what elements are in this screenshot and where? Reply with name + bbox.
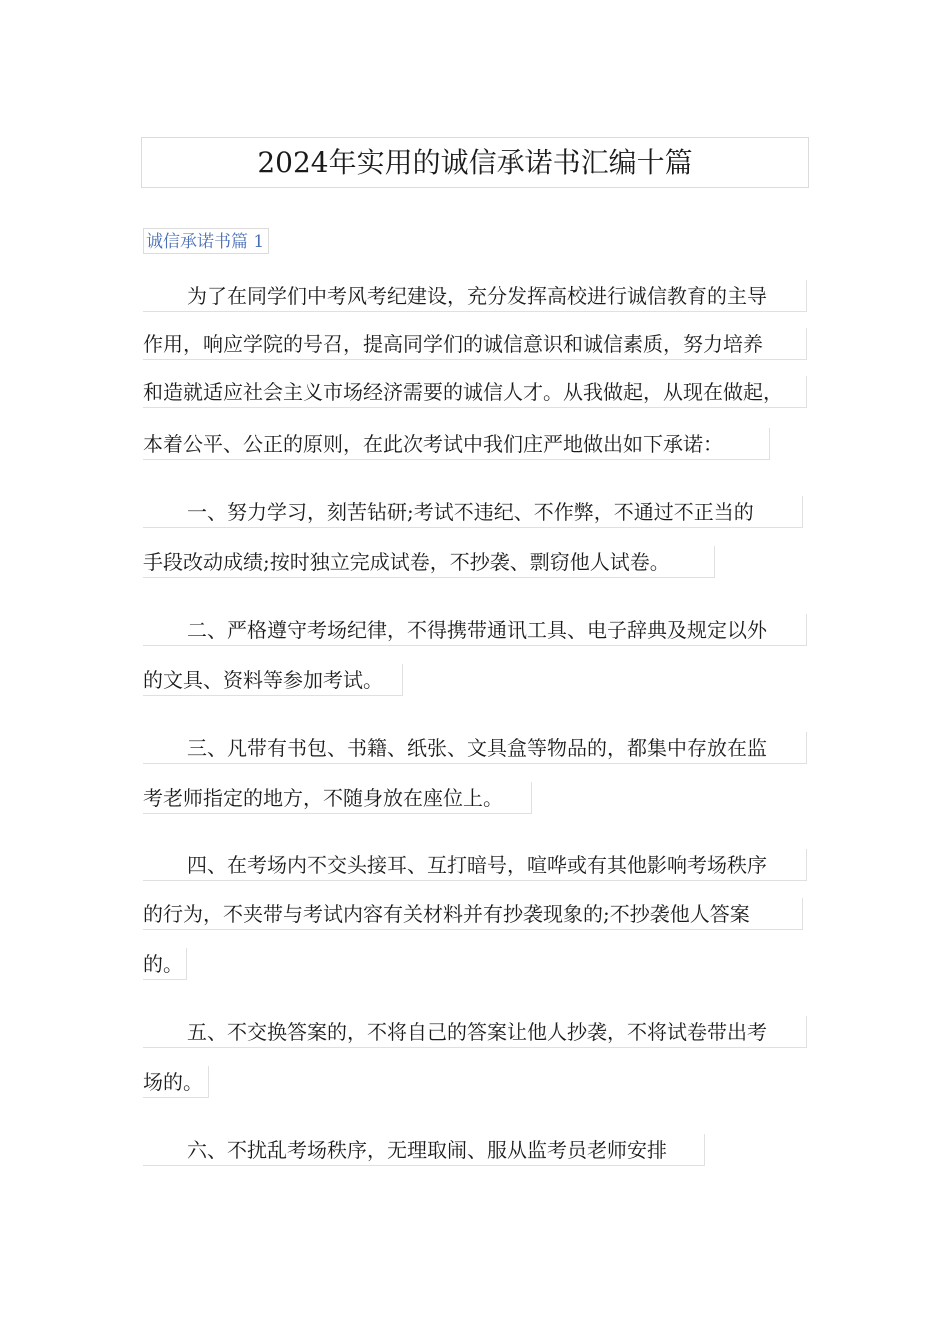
paragraph-line: 五、不交换答案的，不将自己的答案让他人抄袭，不将试卷带出考: [143, 1016, 807, 1048]
paragraph-line: 手段改动成绩;按时独立完成试卷，不抄袭、剽窃他人试卷。: [143, 546, 715, 578]
section-heading: 诚信承诺书篇 1: [143, 228, 269, 254]
paragraph-line: 本着公平、公正的原则，在此次考试中我们庄严地做出如下承诺：: [143, 428, 770, 460]
paragraph-line: 的。: [143, 948, 187, 980]
paragraph-line: 的行为，不夹带与考试内容有关材料并有抄袭现象的;不抄袭他人答案: [143, 898, 803, 930]
paragraph-line: 为了在同学们中考风考纪建设，充分发挥高校进行诚信教育的主导: [143, 280, 807, 312]
paragraph-line: 场的。: [143, 1066, 209, 1098]
paragraph-line: 作用，响应学院的号召，提高同学们的诚信意识和诚信素质，努力培养: [143, 328, 807, 360]
paragraph-line: 二、严格遵守考场纪律，不得携带通讯工具、电子辞典及规定以外: [143, 614, 807, 646]
paragraph-line: 六、不扰乱考场秩序，无理取闹、服从监考员老师安排: [143, 1134, 705, 1166]
paragraph-line: 和造就适应社会主义市场经济需要的诚信人才。从我做起，从现在做起，: [143, 376, 807, 408]
paragraph-line: 的文具、资料等参加考试。: [143, 664, 403, 696]
paragraph-line: 一、努力学习，刻苦钻研;考试不违纪、不作弊，不通过不正当的: [143, 496, 803, 528]
paragraph-line: 三、凡带有书包、书籍、纸张、文具盒等物品的，都集中存放在监: [143, 732, 807, 764]
document-title: 2024年实用的诚信承诺书汇编十篇: [257, 146, 693, 179]
paragraph-line: 四、在考场内不交头接耳、互打暗号，喧哗或有其他影响考场秩序: [143, 849, 807, 881]
paragraph-line: 考老师指定的地方，不随身放在座位上。: [143, 782, 532, 814]
